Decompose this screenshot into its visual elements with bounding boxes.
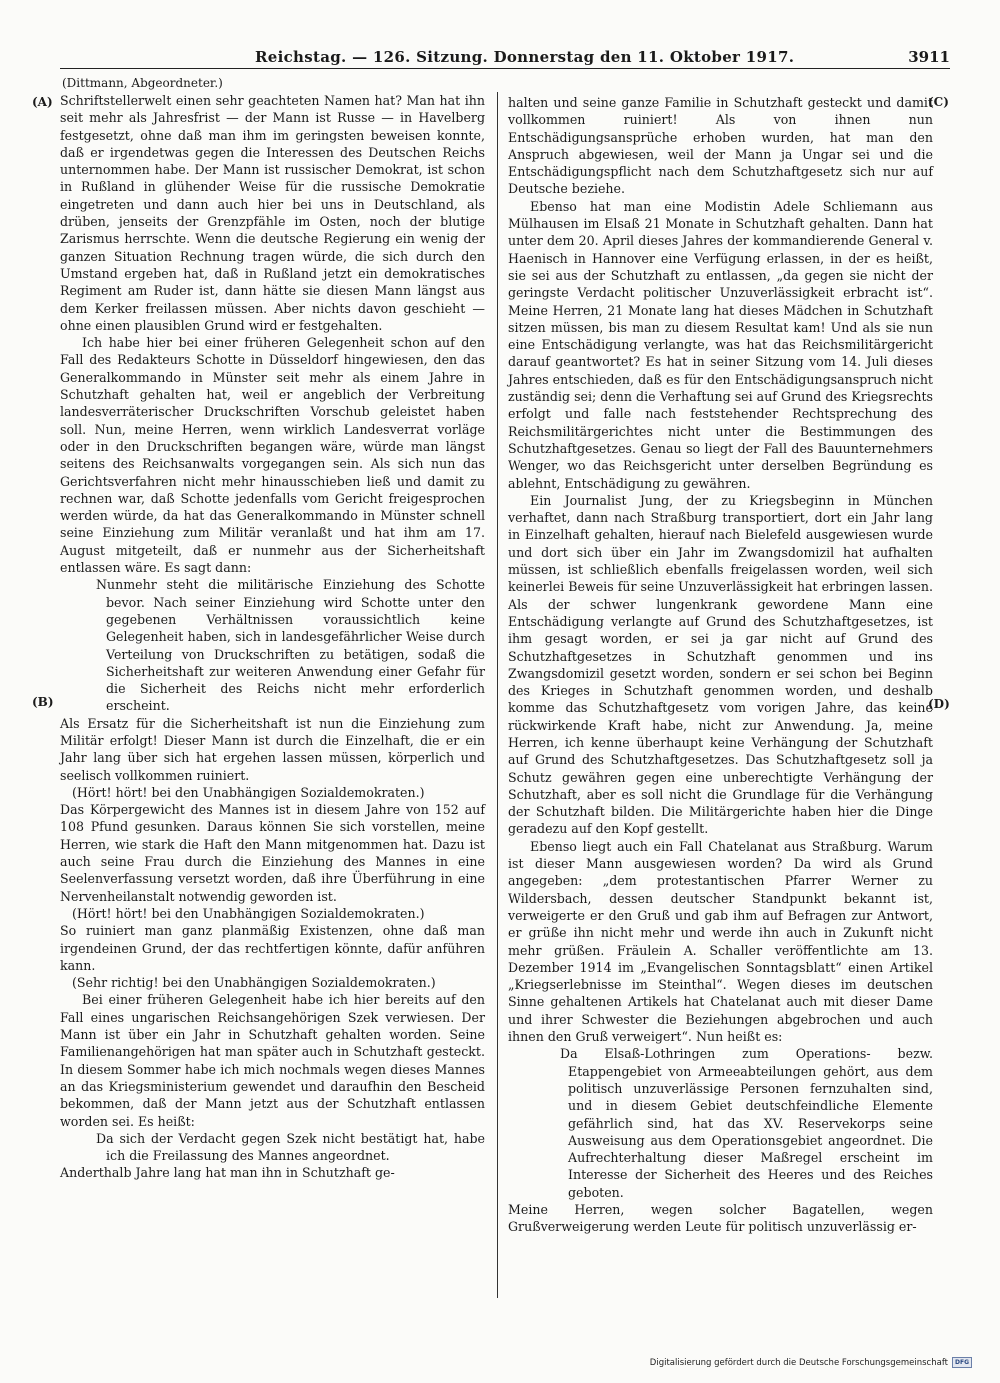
paragraph: Als Ersatz für die Sicherheitshaft ist nun die Einziehung zum Militär erfolgt! Dieser Mann ist durch die Einzelhaft, die er ein Jahr lang über sich hat ergehen lassen müssen, körperlich und seelisch vollkommen ruiniert. [60,715,485,783]
right-column [508,94,933,1236]
dfg-logo-icon: DFG [952,1357,972,1368]
paragraph: So ruiniert man ganz planmäßig Existenzen, ohne daß man irgendeinen Grund, der das rechtfertigen könnte, dafür anführen kann. [60,923,485,973]
speaker-note: (Dittmann, Abgeordneter.) [62,76,223,90]
left-column [60,92,485,1182]
margin-marker-a: (A) [32,95,53,109]
digitization-footer [650,1357,972,1368]
paragraph: Meine Herren, wegen solcher Bagatellen, wegen Grußverweigerung werden Leute für politisch unzuverlässig er- [508,1202,933,1235]
quotation: Da sich der Verdacht gegen Szek nicht bestätigt hat, habe ich die Freilassung des Mannes angeordnet. [96,1130,485,1164]
running-head: Reichstag. — 126. Sitzung. Donnerstag den 11. Oktober 1917. [255,48,795,66]
paragraph: Ebenso liegt auch ein Fall Chatelanat aus Straßburg. Warum ist dieser Mann ausgewiesen worden? Da wird als Grund angegeben: „dem protestantischen Pfarrer Werner zu Wildersbach, dessen deutscher Standpunkt bekannt ist, verweigerte er den Gruß und gab ihm auf Befragen zur Antwort, er grüße ihn nicht mehr und werde ihn auch in Zukunft nicht mehr grüßen. Fräulein A. Schaller veröffentlichte am 13. Dezember 1914 im „Evangelischen Sonntagsblatt“ einen Artikel „Kriegserlebnisse im Steinthal“. Wegen dieses im deutschen Sinne gehaltenen Artikels hat Chatelanat auch mit dieser Dame und ihrer Schwester die Beziehungen abgebrochen und auch ihnen den Gruß verweigert“. Nun heißt es: [508,838,933,1045]
interjection: (Hört! hört! bei den Unabhängigen Sozialdemokraten.) [72,905,425,921]
paragraph: Ein Journalist Jung, der zu Kriegsbeginn in München verhaftet, dann nach Straßburg transportiert, dort ein Jahr lang in Einzelhaft gehalten, hierauf nach Bielefeld ausgewiesen wurde und dort sich über ein Jahr im Zwangsdomizil hat aufhalten müssen, ist schließlich ebenfalls freigelassen worden, weil sich keinerlei Beweis für seine Unzuverlässigkeit hat erbringen lassen. Als der schwer lungenkrank gewordene Mann eine Entschädigung verlangte auf Grund des Schutzhaftgesetzes, ist ihm gesagt worden, er sei ja gar nicht auf Grund des Schutzhaftgesetzes in Schutzhaft genommen und ins Zwangsdomizil gesetzt worden, sondern er sei schon bei Beginn des Krieges in Schutzhaft genommen worden, und deshalb komme das Schutzhaftgesetz vom vorigen Jahre, das keine rückwirkende Kraft habe, nicht zur Anwendung. Ja, meine Herren, ich kenne überhaupt keine Verhängung der Schutzhaft auf Grund des Schutzhaftgesetzes. Das Schutzhaftgesetz soll ja Schutz gewähren gegen eine unberechtigte Verhängung der Schutzhaft, aber es soll nicht die Grundlage für die Verhängung der Schutzhaft bilden. Die Militärgerichte haben hier die Dinge geradezu auf den Kopf gestellt. [508,492,933,837]
margin-marker-b: (B) [32,695,54,709]
paragraph: Anderthalb Jahre lang hat man ihn in Schutzhaft ge- [60,1165,395,1181]
page-header [60,46,950,69]
footer-credit: Digitalisierung gefördert durch die Deutsche Forschungsgemeinschaft [649,1357,948,1368]
interjection: (Sehr richtig! bei den Unabhängigen Sozialdemokraten.) [72,975,436,991]
quotation: Da Elsaß-Lothringen zum Operations- bezw. Etappengebiet von Armeeabteilungen gehört, aus dem politisch unzuverlässige Personen fernzuhalten sind, und in diesem Gebiet deutschfeindliche Elemente gefährlich sind, hat das XV. Reservekorps seine Ausweisung aus dem Operationsgebiet angeordnet. Die Aufrechterhaltung dieser Maßregel erscheint im Interesse der Sicherheit des Heeres und des Reiches geboten. [560,1046,933,1200]
column-divider [497,92,498,1298]
paragraph: Schriftstellerwelt einen sehr geachteten Namen hat? Man hat ihn seit mehr als Jahresfrist — der Mann ist Russe — in Havelberg festgesetzt, ohne daß man ihm im geringsten beweisen konnte, daß er irgendetwas gegen die Interessen des Deutschen Reichs unternommen habe. Der Mann ist russischer Demokrat, ist schon in Rußland in glühender Weise für die russische Demokratie eingetreten und dann auch hier bei uns in Deutschland, als drüben, jenseits der Grenzpfähle im Osten, noch der blutige Zarismus herrschte. Wenn die deutsche Regierung ein wenig der ganzen Situation Rechnung tragen würde, die sich durch den Umstand ergeben hat, daß in Rußland jetzt ein demokratisches Regiment am Ruder ist, dann hätte sie diesen Mann längst aus dem Kerker freilassen müssen. Aber nichts davon geschieht — ohne einen plausiblen Grund wird er festgehalten. [60,93,485,333]
paragraph: Ich habe hier bei einer früheren Gelegenheit schon auf den Fall des Redakteurs Schotte in Düsseldorf hingewiesen, den das Generalkommando in Münster seit mehr als einem Jahre in Schutzhaft gehalten hat, weil er angeblich der Verbreitung landesverräterischer Druckschriften Vorschub geleistet haben soll. Nun, meine Herren, wenn wirklich Landesverrat vorläge oder in den Druckschriften begangen wäre, würde man längst seitens des Reichsanwalts vorgegangen sein. Als sich nun das Gerichtsverfahren nicht mehr hinausschieben ließ und damit zu rechnen war, daß Schotte jedenfalls vom Gericht freigesprochen werden würde, da hat das Generalkommando in Münster schnell seine Einziehung zum Militär veranlaßt und hat ihm am 17. August mitgeteilt, daß er nunmehr aus der Sicherheitshaft entlassen wäre. Es sagt dann: [60,335,485,576]
margin-marker-c: (C) [928,95,949,109]
paragraph: Ebenso hat man eine Modistin Adele Schliemann aus Mülhausen im Elsaß 21 Monate in Schutzhaft gehalten. Dann hat unter dem 20. April dieses Jahres der kommandierende General v. Haenisch in Hannover eine Verfügung erlassen, in der es heißt, sie sei aus der Schutzhaft zu entlassen, „da gegen sie nicht der geringste Verdacht politischer Unzuverlässigkeit erbracht ist“. Meine Herren, 21 Monate lang hat dieses Mädchen in Schutzhaft sitzen müssen, bis man zu diesem Resultat kam! Und als sie nun eine Entschädigung verlangte, was hat das Reichsmilitärgericht darauf geantwortet? Es hat in seiner Sitzung vom 14. Juli dieses Jahres entschieden, daß es für den Entschädigungsanspruch nicht zuständig sei; denn die Verhaftung sei auf Grund des Kriegsrechts erfolgt und falle nach feststehender Rechtsprechung des Reichsmilitärgerichtes nicht unter die Bestimmungen des Schutzhaftgesetzes. Genau so liegt der Fall des Bauunternehmers Wenger, wo das Reichsgericht unter derselben Begründung es ablehnt, Entschädigung zu gewähren. [508,198,933,491]
paragraph: Bei einer früheren Gelegenheit habe ich hier bereits auf den Fall eines ungarischen Reichsangehörigen Szek verwiesen. Der Mann ist über ein Jahr in Schutzhaft gehalten worden. Seine Familienangehörigen hat man später auch in Schutzhaft gesteckt. In diesem Sommer habe ich mich nochmals wegen dieses Mannes an das Kriegsministerium gewendet und daraufhin den Bescheid bekommen, daß der Mann jetzt aus der Schutzhaft entlassen worden sei. Es heißt: [60,992,485,1129]
interjection: (Hört! hört! bei den Unabhängigen Sozialdemokraten.) [72,784,425,800]
paragraph: halten und seine ganze Familie in Schutzhaft gesteckt und damit vollkommen ruiniert! Als von ihnen nun Entschädigungsansprüche erhoben wurden, hat man den Anspruch abgewiesen, weil der Mann ja Ungar sei und die Entschädigungspflicht nach dem Schutzhaftgesetz sich nur auf Deutsche beziehe. [508,95,933,197]
paragraph: Das Körpergewicht des Mannes ist in diesem Jahre von 152 auf 108 Pfund gesunken. Daraus können Sie sich vorstellen, meine Herren, wie stark die Haft den Mann mitgenommen hat. Dazu ist auch seine Frau durch die Einziehung des Mannes in eine Seelenverfassung versetzt worden, daß ihre Überführung in eine Nervenheilanstalt notwendig geworden ist. [60,802,485,904]
page-number: 3911 [908,48,950,66]
margin-marker-d: (D) [928,697,950,711]
quotation: Nunmehr steht die militärische Einziehung des Schotte bevor. Nach seiner Einziehung wird Schotte unter den gegebenen Verhältnissen voraussichtlich keine Gelegenheit haben, sich in landesgefährlicher Weise durch Verteilung von Druckschriften zu betätigen, sodaß die Sicherheitshaft zur weiteren Anwendung einer Gefahr für die Sicherheit des Reichs nicht mehr erforderlich erscheint. [96,577,485,714]
